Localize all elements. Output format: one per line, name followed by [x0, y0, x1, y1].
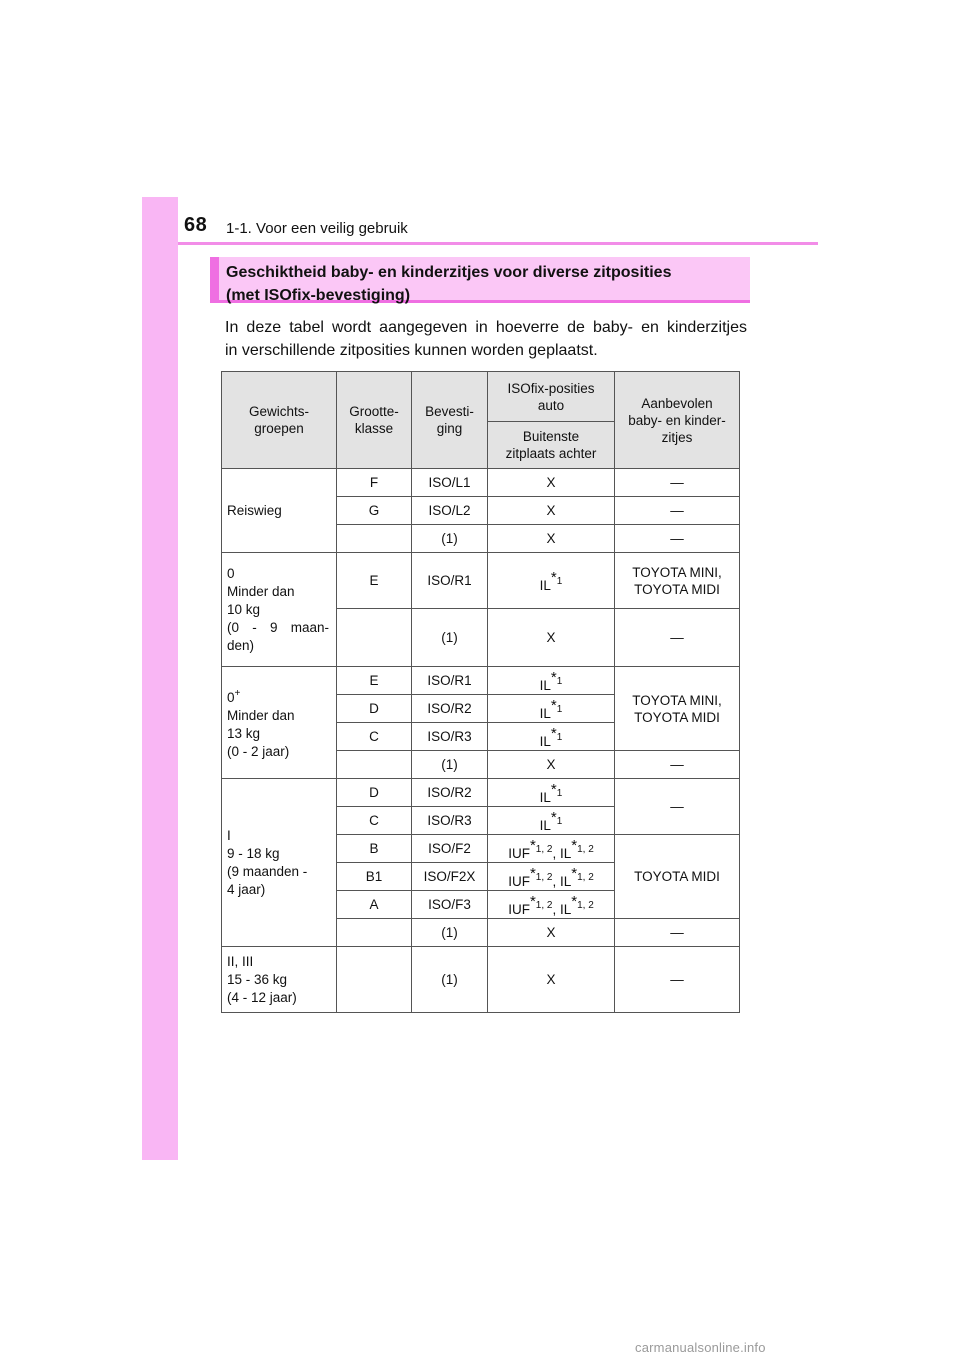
header-weight-groups: Gewichts- groepen: [222, 372, 337, 469]
star-icon: *: [529, 836, 536, 854]
cell-position: IUF$^{*1, 2}$, IL$^{*1, 2}$: [488, 891, 615, 919]
cell-position: X: [488, 751, 615, 779]
star-icon: *: [550, 568, 557, 586]
cell-fixture: ISO/F2: [412, 835, 488, 863]
group-1: I 9 - 18 kg (9 maanden - 4 jaar): [222, 779, 337, 947]
star-icon: *: [550, 696, 557, 714]
star-icon: *: [550, 808, 557, 826]
cell-position: X: [488, 609, 615, 667]
table-header-row: [222, 372, 740, 422]
table-row: [222, 667, 740, 695]
cell-fixture: (1): [412, 525, 488, 553]
cell-size: F: [337, 469, 412, 497]
cell-recommended-merged: TOYOTA MIDI: [615, 835, 740, 919]
cell-position: IL$^{*1}$: [488, 553, 615, 609]
isofix-compatibility-table: [221, 371, 740, 1013]
cell-recommended: —: [615, 469, 740, 497]
section-title-line2: (met ISOfix-bevestiging): [226, 287, 411, 304]
cell-fixture: ISO/L2: [412, 497, 488, 525]
star-icon: *: [550, 668, 557, 686]
chapter-title: 1-1. Voor een veilig gebruik: [226, 220, 408, 237]
cell-fixture: ISO/R3: [412, 723, 488, 751]
cell-recommended: —: [615, 919, 740, 947]
page-number: 68: [184, 214, 208, 236]
cell-fixture: (1): [412, 751, 488, 779]
cell-size: [337, 525, 412, 553]
cell-fixture: ISO/F2X: [412, 863, 488, 891]
star-icon: *: [529, 864, 536, 882]
table-row: [222, 469, 740, 497]
cell-size: B: [337, 835, 412, 863]
cell-position: X: [488, 947, 615, 1013]
cell-fixture: (1): [412, 609, 488, 667]
table-row: [222, 553, 740, 609]
cell-fixture: ISO/R1: [412, 667, 488, 695]
cell-fixture: ISO/R1: [412, 553, 488, 609]
cell-size: C: [337, 723, 412, 751]
cell-position: IL$^{*1}$: [488, 667, 615, 695]
cell-fixture: ISO/R3: [412, 807, 488, 835]
header-recommended-seats: Aanbevolen baby- en kinder- zitjes: [615, 372, 740, 469]
cell-fixture: ISO/R2: [412, 695, 488, 723]
star-icon: *: [571, 892, 578, 910]
cell-size: G: [337, 497, 412, 525]
cell-position: IL$^{*1}$: [488, 807, 615, 835]
cell-size: [337, 919, 412, 947]
group-0: 0 Minder dan 10 kg (0 - 9 maan- den): [222, 553, 337, 667]
watermark: carmanualsonline.info: [635, 1340, 766, 1355]
group-reiswieg: Reiswieg: [222, 469, 337, 553]
cell-position: IL$^{*1}$: [488, 695, 615, 723]
cell-size: A: [337, 891, 412, 919]
cell-position: X: [488, 919, 615, 947]
star-icon: *: [550, 780, 557, 798]
cell-size: C: [337, 807, 412, 835]
star-icon: *: [571, 836, 578, 854]
header-outer-rear-seat: Buitenste zitplaats achter: [488, 422, 615, 469]
intro-paragraph: [225, 316, 747, 362]
cell-fixture: ISO/F3: [412, 891, 488, 919]
cell-recommended: —: [615, 751, 740, 779]
section-heading: [210, 257, 750, 303]
cell-position: IUF$^{*1, 2}$, IL$^{*1, 2}$: [488, 835, 615, 863]
cell-recommended: —: [615, 525, 740, 553]
intro-line2: in verschillende zitposities kunnen worden geplaatst.: [225, 342, 598, 359]
cell-recommended: TOYOTA MINI, TOYOTA MIDI: [615, 553, 740, 609]
cell-fixture: (1): [412, 947, 488, 1013]
cell-recommended: —: [615, 497, 740, 525]
star-icon: *: [529, 892, 536, 910]
group-2-3: II, III 15 - 36 kg (4 - 12 jaar): [222, 947, 337, 1013]
cell-recommended-merged: —: [615, 779, 740, 835]
cell-size: B1: [337, 863, 412, 891]
cell-size: E: [337, 667, 412, 695]
cell-fixture: (1): [412, 919, 488, 947]
cell-position: X: [488, 525, 615, 553]
table-row: [222, 947, 740, 1013]
cell-fixture: ISO/R2: [412, 779, 488, 807]
cell-position: IL$^{*1}$: [488, 779, 615, 807]
intro-line1: In deze tabel wordt aangegeven in hoeverre de baby- en kinderzitjes: [225, 319, 747, 336]
cell-recommended-merged: TOYOTA MINI, TOYOTA MIDI: [615, 667, 740, 751]
cell-position: IL$^{*1}$: [488, 723, 615, 751]
cell-size: [337, 751, 412, 779]
cell-recommended: —: [615, 609, 740, 667]
cell-size: [337, 947, 412, 1013]
header-isofix-positions: ISOfix-posities auto: [488, 372, 615, 422]
cell-fixture: ISO/L1: [412, 469, 488, 497]
table-row: [222, 779, 740, 807]
group-0-plus: 0+ Minder dan 13 kg (0 - 2 jaar): [222, 667, 337, 779]
cell-position: IUF$^{*1, 2}$, IL$^{*1, 2}$: [488, 863, 615, 891]
cell-size: E: [337, 553, 412, 609]
cell-position: X: [488, 497, 615, 525]
cell-position: X: [488, 469, 615, 497]
header-rule: [178, 242, 818, 245]
header-fixture: Bevesti- ging: [412, 372, 488, 469]
section-title-line1: Geschiktheid baby- en kinderzitjes voor diverse zitposities: [226, 264, 672, 281]
chapter-side-tab: [142, 197, 178, 1160]
cell-size: [337, 609, 412, 667]
cell-recommended: —: [615, 947, 740, 1013]
star-icon: *: [571, 864, 578, 882]
cell-size: D: [337, 779, 412, 807]
header-size-class: Grootte- klasse: [337, 372, 412, 469]
star-icon: *: [550, 724, 557, 742]
cell-size: D: [337, 695, 412, 723]
